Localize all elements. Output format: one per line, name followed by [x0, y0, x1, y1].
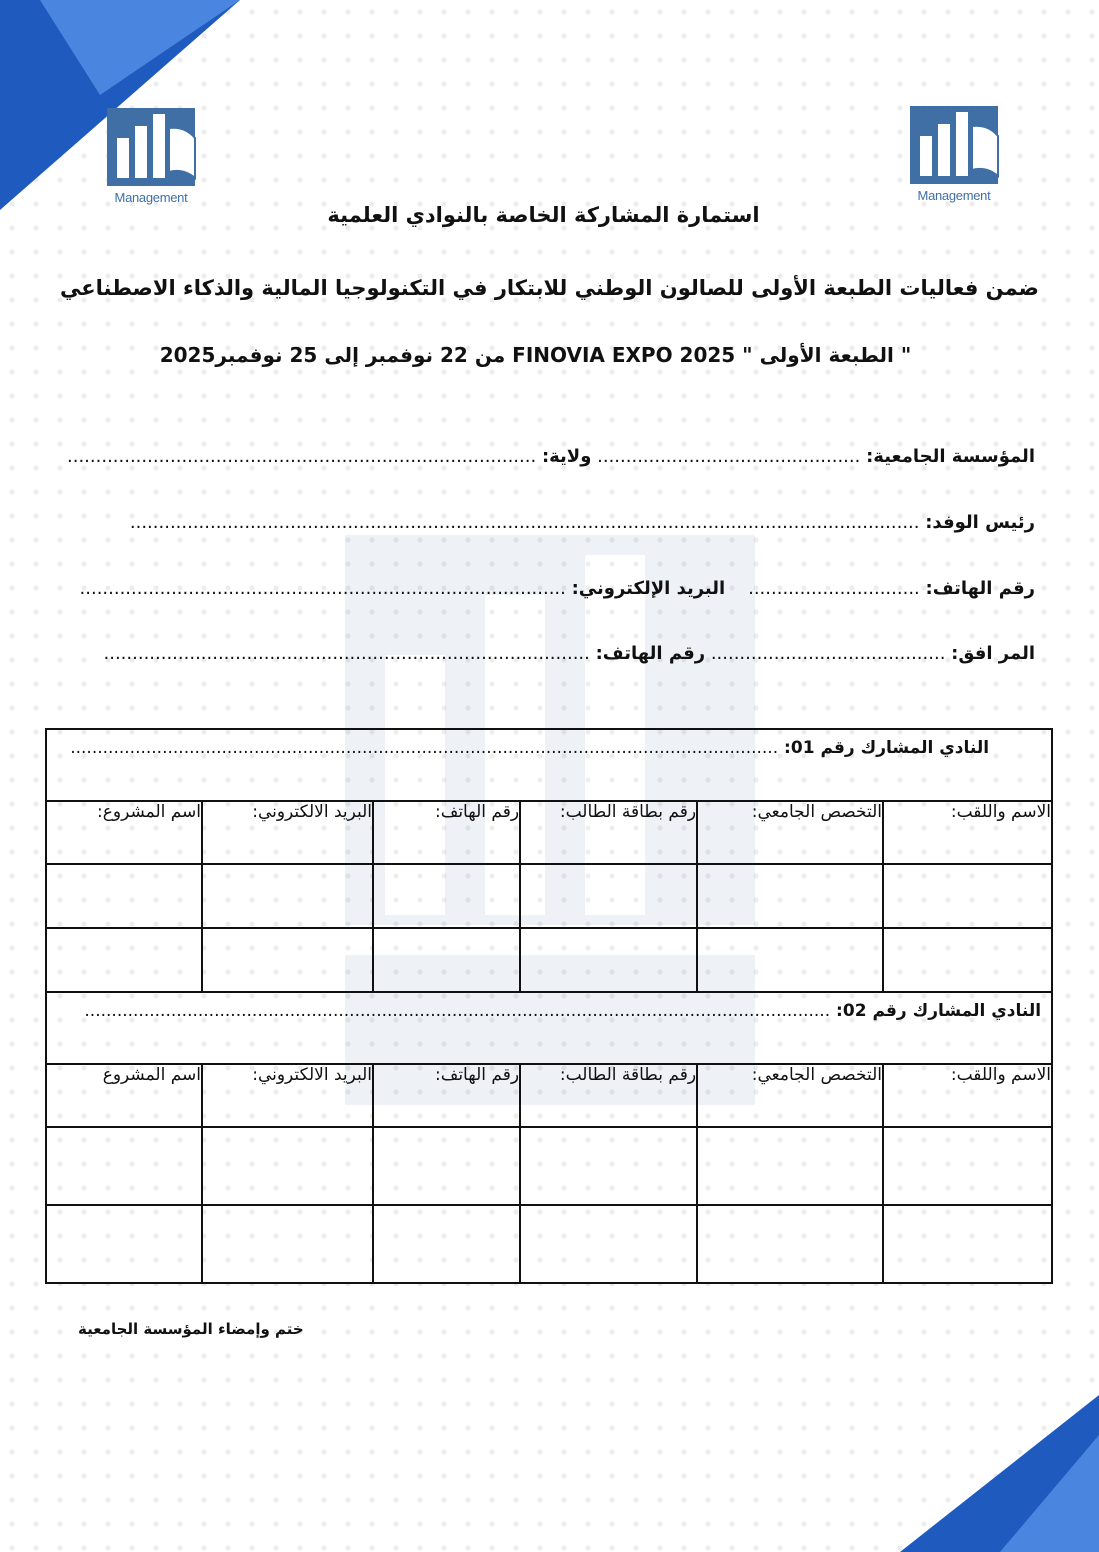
col-header-student-card: رقم بطاقة الطالب: — [520, 1064, 697, 1127]
table-cell[interactable] — [46, 928, 202, 992]
clubs-table — [45, 728, 1053, 1284]
club-2-label: النادي المشارك رقم 02: — [836, 1001, 1042, 1021]
table-cell[interactable] — [520, 1205, 697, 1283]
table-cell[interactable] — [883, 928, 1052, 992]
table-cell[interactable] — [46, 1127, 202, 1205]
col-header-project: اسم المشروع: — [46, 801, 202, 864]
table-cell[interactable] — [46, 1205, 202, 1283]
wilaya-input[interactable]: .................................................................................. — [67, 446, 537, 467]
table-cell[interactable] — [202, 1127, 373, 1205]
club-2-name-input[interactable]: .......................................................................................................................................... — [84, 1001, 831, 1021]
page-subtitle: ضمن فعاليات الطبعة الأولى للصالون الوطني للابتكار في التكنولوجيا المالية والذكاء الاصطناعي — [60, 276, 1039, 300]
table-row — [46, 1205, 1052, 1283]
table-row — [46, 928, 1052, 992]
companion-input[interactable]: ......................................... — [710, 643, 946, 664]
table-cell[interactable] — [373, 928, 520, 992]
col-header-student-card: رقم بطاقة الطالب: — [520, 801, 697, 864]
col-header-specialty: التخصص الجامعي: — [697, 1064, 883, 1127]
col-header-name: الاسم واللقب: — [883, 1064, 1052, 1127]
table-cell[interactable] — [697, 1205, 883, 1283]
table-cell[interactable] — [373, 864, 520, 928]
table-cell[interactable] — [883, 1127, 1052, 1205]
col-header-project: اسم المشروع — [46, 1064, 202, 1127]
email-input[interactable]: ..................................................................................... — [79, 578, 566, 599]
table-cell[interactable] — [883, 864, 1052, 928]
table-cell[interactable] — [520, 1127, 697, 1205]
table-cell[interactable] — [373, 1127, 520, 1205]
wilaya-label: ولاية: — [541, 446, 592, 467]
table-cell[interactable] — [520, 928, 697, 992]
club-2-header — [46, 992, 1052, 1064]
col-header-specialty: التخصص الجامعي: — [697, 801, 883, 864]
club-1-label: النادي المشارك رقم 01: — [784, 738, 990, 758]
table-cell[interactable] — [697, 928, 883, 992]
club-1-header — [46, 729, 1052, 801]
table-cell[interactable] — [697, 1127, 883, 1205]
col-header-name: الاسم واللقب: — [883, 801, 1052, 864]
table-cell[interactable] — [520, 864, 697, 928]
table-row — [46, 864, 1052, 928]
delegation-head-input[interactable]: .......................................................................................................................................... — [129, 512, 920, 533]
phone-email-row — [80, 578, 1035, 599]
col-header-phone: رقم الهاتف: — [373, 801, 520, 864]
logo-right-text: Management — [917, 188, 991, 203]
delegation-head-row — [130, 512, 1035, 533]
delegation-head-label: رئيس الوفد: — [925, 512, 1035, 533]
email-label: البريد الإلكتروني: — [571, 578, 726, 599]
phone-input[interactable]: .............................. — [748, 578, 920, 599]
companion-row — [104, 643, 1035, 664]
table-cell[interactable] — [202, 928, 373, 992]
page-title: استمارة المشاركة الخاصة بالنوادي العلمية — [327, 203, 760, 227]
table-cell[interactable] — [373, 1205, 520, 1283]
table-cell[interactable] — [46, 864, 202, 928]
col-header-phone: رقم الهاتف: — [373, 1064, 520, 1127]
institution-label: المؤسسة الجامعية: — [866, 446, 1035, 467]
logo-left-text: Management — [114, 190, 188, 205]
edition-line: " الطبعة الأولى " FINOVIA EXPO 2025 من 22 نوفمبر إلى 25 نوفمبر2025 — [159, 343, 912, 367]
table-cell[interactable] — [883, 1205, 1052, 1283]
signature-label: ختم وإمضاء المؤسسة الجامعية — [78, 1320, 304, 1338]
col-header-email: البريد الالكتروني: — [202, 1064, 373, 1127]
bottom-right-corner-decoration — [880, 1395, 1099, 1552]
companion-phone-input[interactable]: ..................................................................................... — [103, 643, 590, 664]
table-cell[interactable] — [202, 1205, 373, 1283]
building-book-icon — [906, 96, 1002, 186]
col-header-email: البريد الالكتروني: — [202, 801, 373, 864]
table-cell[interactable] — [202, 864, 373, 928]
building-book-icon — [103, 98, 199, 188]
table-row — [46, 1127, 1052, 1205]
institution-input[interactable]: .............................................. — [597, 446, 861, 467]
phone-label: رقم الهاتف: — [925, 578, 1035, 599]
table-cell[interactable] — [697, 864, 883, 928]
club-1-name-input[interactable]: ................................................................................................................................... — [70, 738, 779, 758]
companion-phone-label: رقم الهاتف: — [595, 643, 706, 664]
companion-label: المر افق: — [951, 643, 1035, 664]
institution-row — [67, 446, 1035, 467]
